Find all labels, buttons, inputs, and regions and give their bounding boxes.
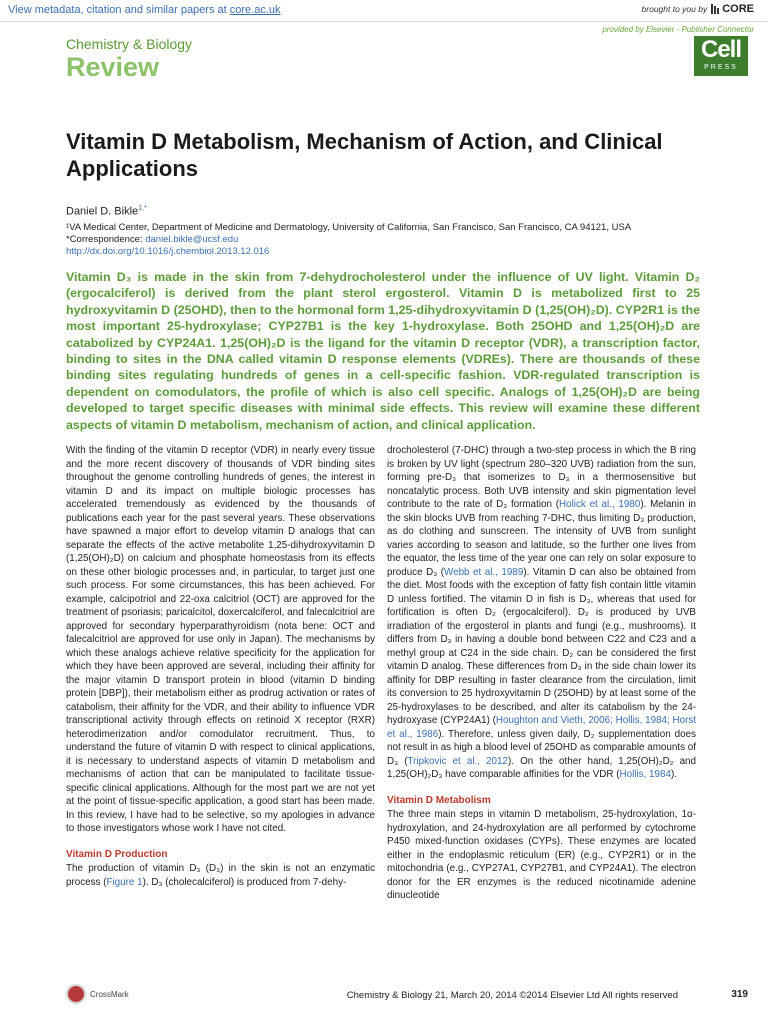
correspondence — [66, 234, 746, 246]
author-line — [66, 205, 147, 218]
body-column-left — [66, 444, 375, 889]
crossmark-badge[interactable] — [66, 984, 129, 1004]
right-text-a: drocholesterol (7-DHC) through a two-step process in which the B ring is broken by UV light (spectrum 280–320 UVB) radiation from the sun, forming pre-D₃ that isomerizes to D₃ in a thermosensitive but noncatalytic process. Both UVB intensity and skin pigmentation level contribute to the rate of D₃ formation ( — [387, 445, 696, 510]
page-footer — [66, 984, 748, 1006]
brought-to-you-text: brought to you by — [641, 4, 708, 14]
body-column-right — [387, 444, 696, 903]
cell-press-logo — [694, 36, 748, 76]
heading-vitamin-d-production: Vitamin D Production — [66, 848, 168, 860]
core-logo[interactable] — [710, 3, 754, 15]
metadata-text: View metadata, citation and similar papers at — [8, 4, 227, 16]
heading-vitamin-d-metabolism: Vitamin D Metabolism — [387, 794, 491, 806]
production-text-tail: ). D₃ (cholecalciferol) is produced from 7-dehy- — [142, 876, 347, 888]
right-text-f: ). — [670, 769, 677, 780]
ref-hollis[interactable]: Hollis, 1984 — [619, 769, 671, 780]
metadata-line — [8, 4, 281, 16]
author-sup: 1,* — [138, 205, 147, 212]
abstract: Vitamin D₃ is made in the skin from 7-dehydrocholesterol under the influence of UV light. Vitamin D₂ (ergocalciferol) is derived from the plant sterol ergosterol. Vitamin D is metabolized first to 25 hydroxyvitamin D (25OHD), then to the hormonal form 1,25-dihydroxyvitamin D (1,25(OH)₂D). CYP2R1 is the most important 25-hydroxylase; CYP27B1 is the key 1-hydroxylase. Both 25OHD and 1,25(OH)₂D are catabolized by CYP24A1. 1,25(OH)₂D is the ligand for the vitamin D receptor (VDR), a transcription factor, binding to sites in the DNA called vitamin D response elements (VDREs). There are thousands of these binding sites regulating hundreds of genes in a cell-specific fashion. VDR-regulated transcription is dependent on comodulators, the profile of which is also cell specific. Analogs of 1,25(OH)₂D are being developed to target specific diseases with minimal side effects. This review will examine these different aspects of vitamin D metabolism, mechanism of action, and clinical application. — [66, 270, 700, 432]
page-number: 319 — [731, 989, 748, 1000]
correspondence-label: *Correspondence: — [66, 234, 143, 245]
intro-paragraph: With the finding of the vitamin D receptor (VDR) in nearly every tissue and the more recent discovery of thousands of VDR binding sites throughout the genome controlling hundreds of genes, the interest in vitamin D and its impact on multiple biologic processes has accelerated tremendously as evidenced by the thousands of publications each year for the past several years. These observations have spawned a major effort to develop vitamin D analogs that can separate the effects of the active metabolite 1,25-dihydroxyvitamin D (1,25(OH)₂D) on calcium and phosphate homeostasis from its effects on these other biologic processes and, in particular, to target just one such process. For some circumstances, this has been achieved. For example, calcipotriol and 22-oxa calcitriol (OCT) are approved for the treatment of psoriasis; paricalcitol, doxercalciferol, and falecalcitriol are approved for secondary hyperparathyroidism (nota bene: OCT and falecalcitriol are approved for use only in Japan). The mechanisms by which these analogs achieve relative specificity for the application for which they have been approved are several, including their affinity for the major vitamin D transport protein in blood (vitamin D binding protein [DBP]), their metabolism either as prodrug activation or rates of catabolism, their affinity for the VDR, and their ability to influence VDR transcriptional activity through effects on retinoid X receptor (RXR) heterodimerization and/or comodulator recruitment. Thus, to understand the future of vitamin D with respect to clinical applications, it is necessary to understand aspects of vitamin D metabolism and mechanisms of action that can be manipulated to facilitate tissue-specific clinical applications. Although for the most part we are not yet at the point of tissue-specific application, a good start has been made. In this review, I have had to be selective, so my apologies in advance to those investigators whose work I have not cited. — [66, 445, 375, 834]
affiliation: ¹VA Medical Center, Department of Medicine and Dermatology, University of California, San Francisco, San Francisco, CA 94121, USA — [66, 222, 632, 233]
affiliation-block — [66, 222, 746, 258]
production-text: The production of vitamin D₃ (D₃) in the skin is not an enzymatic process ( — [66, 863, 375, 888]
cell-logo-word: Cell — [700, 36, 741, 63]
brought-to-you — [642, 3, 754, 15]
right-text-b: ). Melanin in the skin blocks UVB from reaching 7-DHC, thus limiting D₃ production, as do clothing and sunscreen. The intensity of UVB from sunlight varies according to season and latitude, so the further one lives from the equator, the less time of the year one can rely on solar exposure to produce D₃ ( — [387, 499, 696, 578]
production-continued-paragraph — [387, 444, 696, 782]
ref-webb[interactable]: Webb et al., 1989 — [444, 566, 524, 578]
crossmark-label: CrossMark — [90, 989, 129, 999]
right-text-e: ). On the other hand, 1,25(OH)₂D₂ and 1,25(OH)₂D₃ have comparable affinities for the VDR ( — [387, 755, 697, 780]
author-name: Daniel D. Bikle — [66, 205, 139, 218]
article-title: Vitamin D Metabolism, Mechanism of Action, and Clinical Applications — [66, 129, 663, 181]
doi-link[interactable]: http://dx.doi.org/10.1016/j.chembiol.2013.12.016 — [66, 246, 270, 257]
core-link[interactable]: core.ac.uk — [229, 4, 281, 16]
ref-holick[interactable]: Holick et al., 1980 — [559, 499, 641, 510]
ref-houghton[interactable]: Houghton and Vieth, 2006; Hollis, 1984; Horst et al., 1986 — [387, 715, 697, 740]
production-paragraph — [66, 862, 375, 889]
footer-citation: Chemistry & Biology 21, March 20, 2014 ©2014 Elsevier Ltd All rights reserved — [346, 990, 678, 1001]
journal-name: Chemistry & Biology — [66, 36, 193, 52]
cell-logo-press: PRESS — [704, 64, 738, 71]
figure1-link[interactable]: Figure 1 — [106, 876, 143, 888]
core-icon — [710, 3, 720, 15]
provided-by: provided by Elsevier - Publisher Connector — [602, 25, 754, 34]
right-text-d: ). Therefore, unless given daily, D₂ supplementation does not result in as high a blood level of 25OHD as comparable amounts of D₃ ( — [387, 728, 696, 767]
core-label: CORE — [722, 3, 754, 15]
ref-tripkovic[interactable]: Tripkovic et al., 2012 — [407, 755, 508, 767]
correspondence-email[interactable]: daniel.bikle@ucsf.edu — [145, 234, 239, 245]
core-metadata-bar — [0, 0, 768, 22]
metabolism-paragraph: The three main steps in vitamin D metabolism, 25-hydroxylation, 1α-hydroxylation, and 24-hydroxylation are all performed by cytochrome P450 mixed-function oxidases (CYPs). These enzymes are located either in the endoplasmic reticulum (ER) (e.g., CYP2R1) or in the mitochondria (e.g., CYP27A1, CYP27B1, and CYP24A1). The electron donor for the ER enzymes is the reduced nicotinamide adenine dinucleotide — [387, 809, 696, 901]
section-type: Review — [66, 52, 160, 82]
doi-line — [66, 246, 746, 258]
crossmark-icon — [66, 984, 86, 1004]
right-text-c: ). Vitamin D can also be obtained from the diet. Most foods with the exception of fatty fish contain little vitamin D unless fortified. The vitamin D in fish is D₃, whereas that used for fortification is often D₂ (ergocalciferol). D₂ is produced by UVB irradiation of the ergosterol in plants and fungi (e.g., mushrooms). It differs from D₃ in having a double bond between C22 and C23 and a methyl group at C24 in the side chain. D₂ can be considered the first vitamin D analog. These differences from D₃ in the side chain lower its affinity for DBP resulting in faster clearance from the circulation, limit its conversion to 25 hydroxyvitamin D (25OHD) by at least some of the 25-hydroxylases to be described, and alter its catabolism by the 24-hydroxyase (CYP24A1) ( — [387, 566, 696, 726]
